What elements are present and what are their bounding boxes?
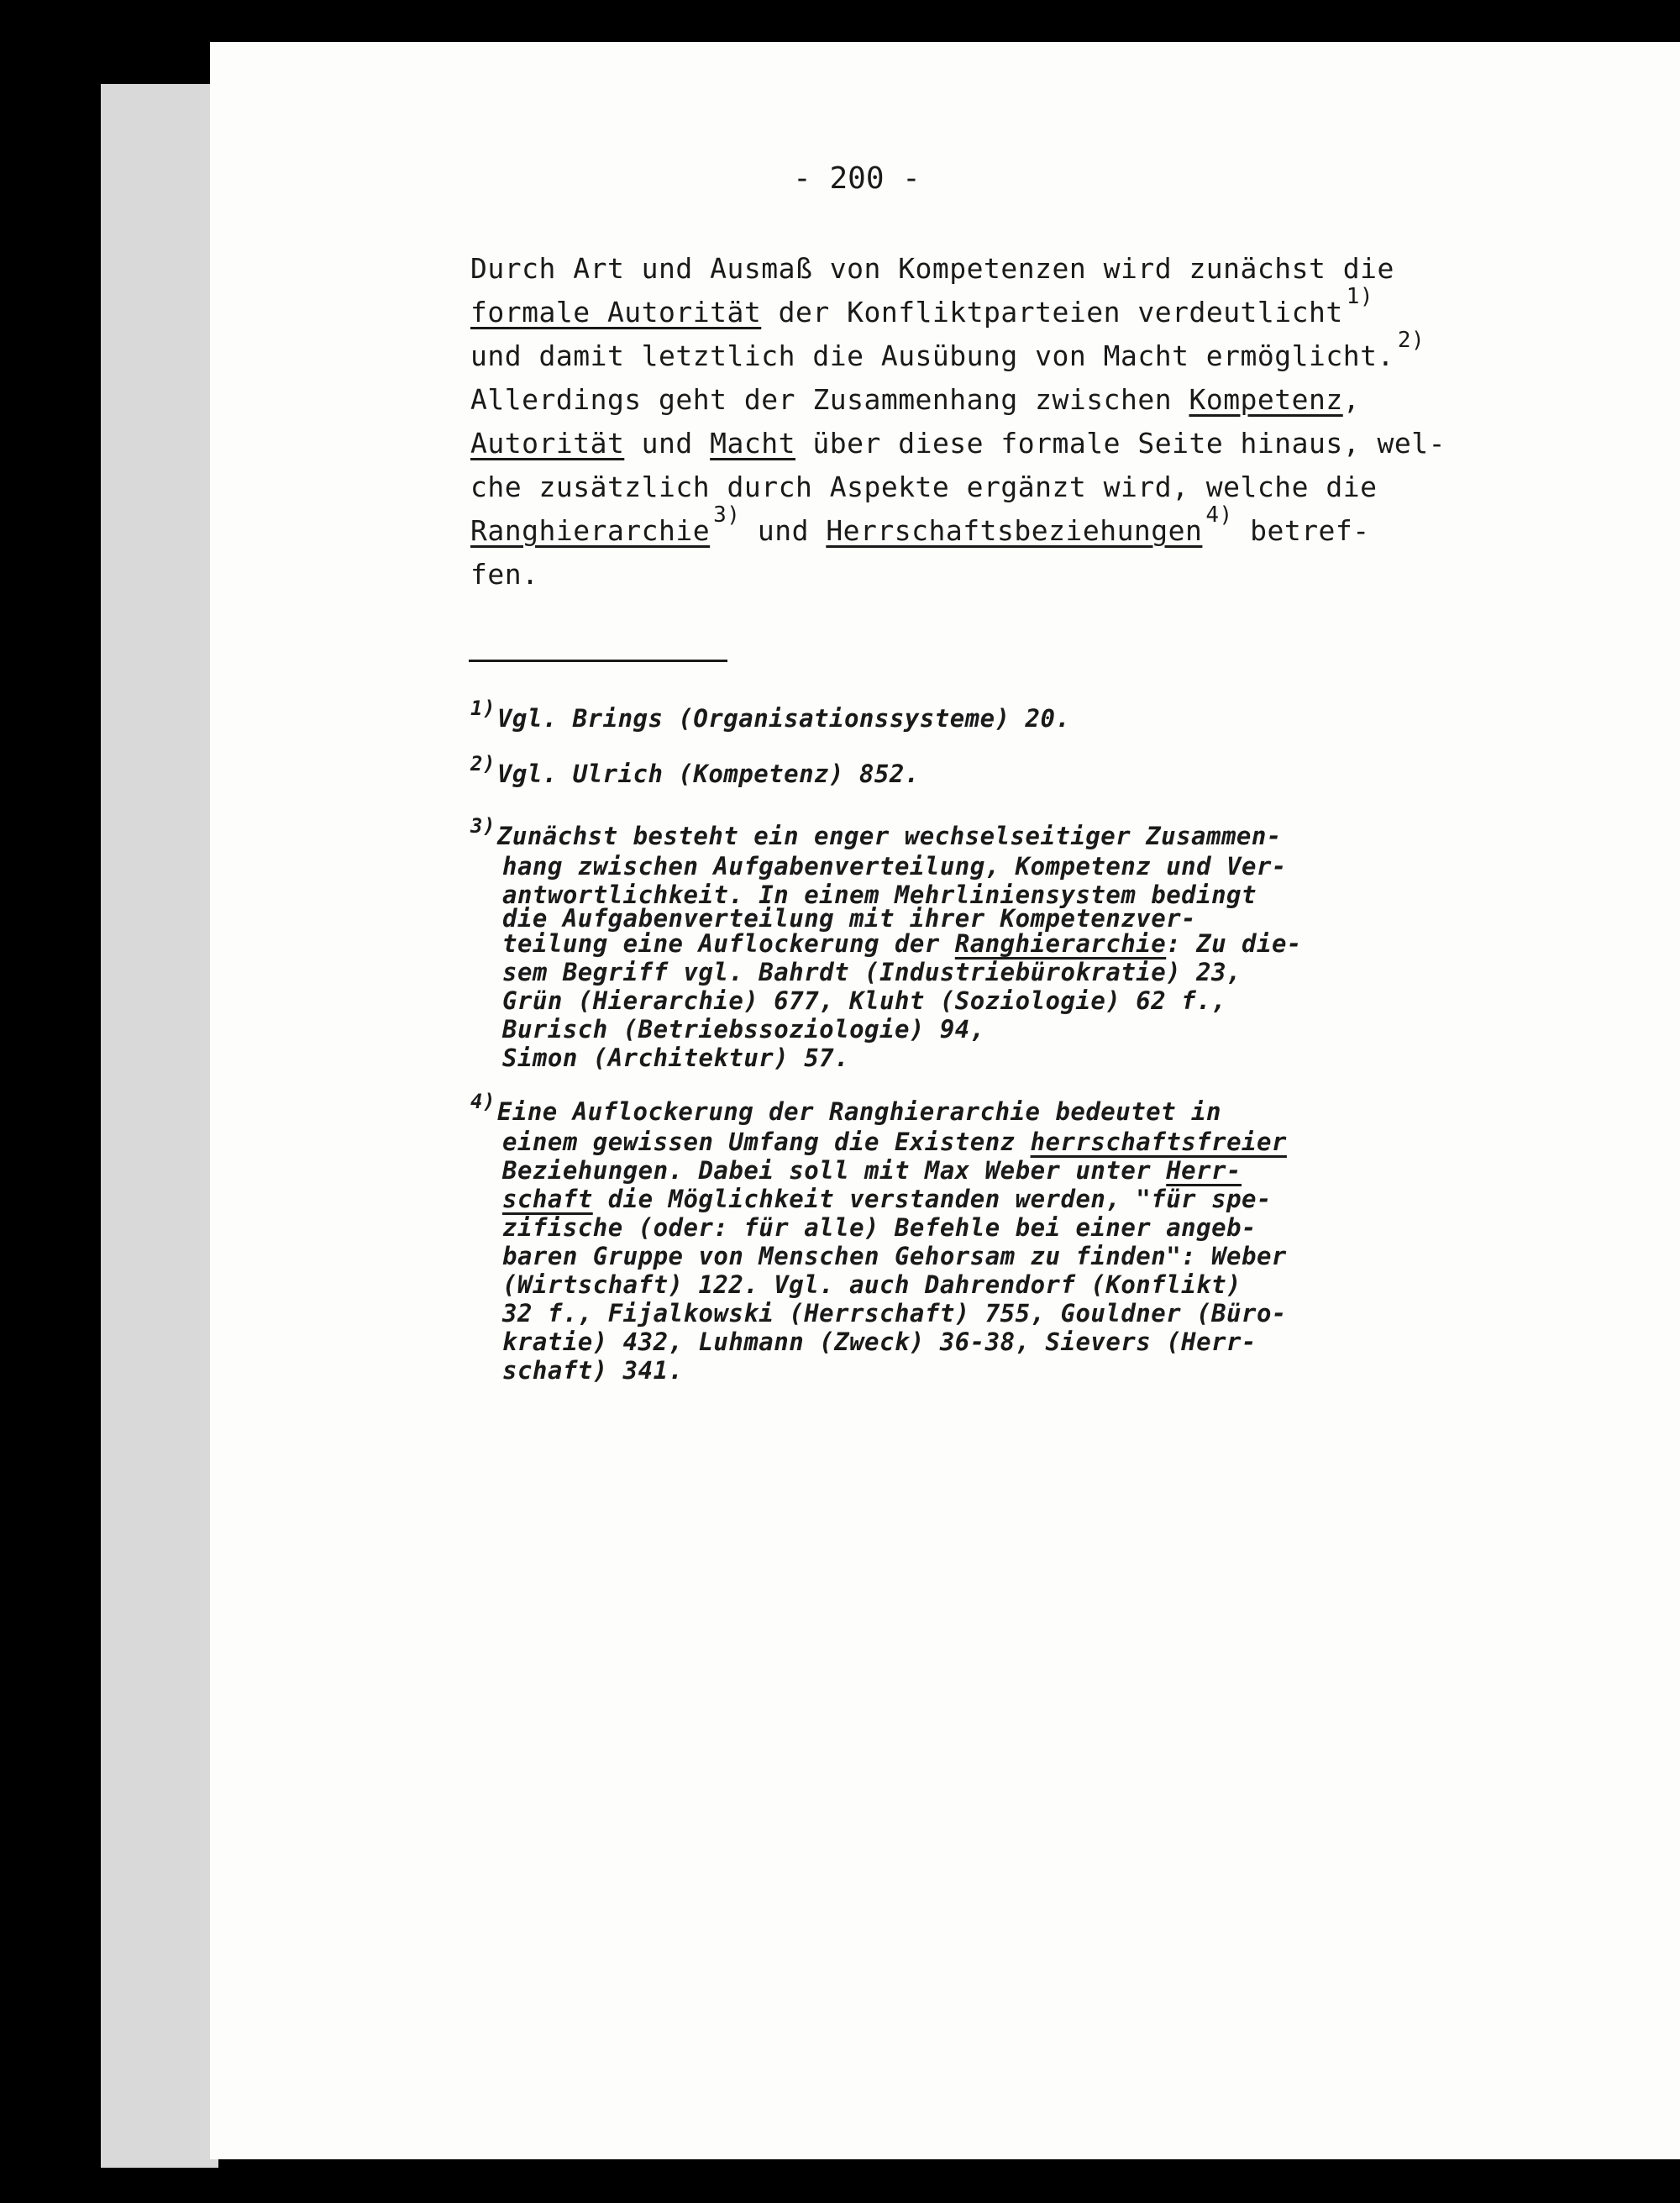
term-herrschaftsbeziehungen: Herrschaftsbeziehungen	[826, 514, 1203, 547]
footnote-2	[470, 752, 920, 788]
footnote-3-text-1: Zunächst besteht ein enger wechselseitiger Zusammen-	[496, 822, 1282, 850]
footnote-ref-4: 4)	[1205, 502, 1233, 528]
footnote-3-text-5a: teilung eine Auflockerung der	[502, 929, 955, 958]
footnote-3-line-4: die Aufgabenverteilung mit ihrer Kompetenzver-	[502, 904, 1197, 933]
footnote-1-text: Vgl. Brings (Organisationssysteme) 20.	[496, 704, 1071, 733]
footnote-4-text-3a: Beziehungen. Dabei soll mit Max Weber unter	[502, 1156, 1167, 1185]
footnote-3-line-6: sem Begriff vgl. Bahrdt (Industriebürokratie) 23,	[502, 958, 1242, 986]
footnote-4-term-herrschaftsfreier: herrschaftsfreier	[1030, 1128, 1287, 1156]
body-line-6: che zusätzlich durch Aspekte ergänzt wird, welche die	[470, 471, 1378, 503]
term-autoritaet: Autorität	[470, 427, 625, 460]
term-formale-autoritaet: formale Autorität	[470, 296, 762, 329]
footnote-3-text-5b: : Zu die-	[1166, 929, 1302, 958]
body-line-1: Durch Art und Ausmaß von Kompetenzen wird zunächst die	[470, 252, 1394, 285]
body-line-3-text: und damit letztlich die Ausübung von Macht ermöglicht.	[470, 339, 1394, 372]
footnote-3-line-9: Simon (Architektur) 57.	[502, 1044, 850, 1072]
footnote-4-marker: 4)	[470, 1090, 496, 1113]
body-line-2-text: der Konfliktparteien verdeutlicht	[761, 296, 1343, 329]
footnote-ref-3: 3)	[713, 502, 741, 528]
footnote-3-line-2: hang zwischen Aufgabenverteilung, Kompetenz und Ver-	[502, 852, 1287, 881]
body-line-7	[470, 502, 1370, 547]
footnote-3-line-7: Grün (Hierarchie) 677, Kluht (Soziologie) 62 f.,	[502, 986, 1227, 1015]
footnote-4-line-3	[502, 1156, 1242, 1185]
page-number: - 200 -	[793, 161, 921, 196]
term-kompetenz: Kompetenz	[1189, 383, 1343, 416]
body-line-4-comma: ,	[1342, 383, 1361, 416]
body-line-2	[470, 284, 1374, 329]
body-line-7-end: betref-	[1232, 514, 1370, 547]
footnote-4-text-2a: einem gewissen Umfang die Existenz	[502, 1128, 1031, 1156]
footnote-4-line-4	[502, 1185, 1272, 1213]
footnote-3-line-3: antwortlichkeit. In einem Mehrliniensystem bedingt	[502, 881, 1257, 909]
footnote-separator	[469, 660, 727, 662]
footnote-ref-2: 2)	[1397, 328, 1425, 353]
term-ranghierarchie: Ranghierarchie	[470, 514, 711, 547]
term-macht: Macht	[710, 427, 795, 460]
footnote-4-line-1	[470, 1090, 1221, 1126]
footnote-ref-1: 1)	[1346, 284, 1374, 309]
body-line-7-mid: und	[740, 514, 827, 547]
footnote-3-line-8: Burisch (Betriebssoziologie) 94,	[502, 1015, 985, 1044]
footnote-3-line-1	[470, 814, 1282, 850]
footnote-4-line-2	[502, 1128, 1287, 1156]
footnote-3-line-5	[502, 929, 1302, 958]
body-line-5-mid: und	[624, 427, 711, 460]
body-line-3	[470, 328, 1425, 372]
footnote-4-line-5: zifische (oder: für alle) Befehle bei einer angeb-	[502, 1213, 1257, 1242]
body-line-4-text: Allerdings geht der Zusammenhang zwischen	[470, 383, 1189, 416]
body-line-5-text: über diese formale Seite hinaus, wel-	[795, 427, 1446, 460]
footnote-4-text-4b: die Möglichkeit verstanden werden, "für spe-	[592, 1185, 1272, 1213]
footnote-4-text-1: Eine Auflockerung der Ranghierarchie bedeutet in	[496, 1097, 1221, 1126]
footnote-4-line-8: 32 f., Fijalkowski (Herrschaft) 755, Gouldner (Büro-	[502, 1299, 1287, 1328]
footnote-3-marker: 3)	[470, 814, 496, 838]
footnote-4-line-7: (Wirtschaft) 122. Vgl. auch Dahrendorf (Konflikt)	[502, 1270, 1242, 1299]
footnote-2-text: Vgl. Ulrich (Kompetenz) 852.	[496, 760, 920, 788]
footnote-1	[470, 697, 1071, 733]
footnote-4-line-6: baren Gruppe von Menschen Gehorsam zu finden": Weber	[502, 1242, 1287, 1270]
footnote-4-term-herr: Herr-	[1166, 1156, 1242, 1185]
page-edge-shadow	[101, 84, 218, 2168]
footnote-4-line-9: kratie) 432, Luhmann (Zweck) 36-38, Sievers (Herr-	[502, 1328, 1257, 1356]
footnote-3-term-ranghierarchie: Ranghierarchie	[954, 929, 1167, 958]
body-line-5	[470, 427, 1446, 460]
footnote-1-marker: 1)	[470, 697, 496, 720]
body-line-4	[470, 383, 1360, 416]
footnote-2-marker: 2)	[470, 752, 496, 776]
body-line-8: fen.	[470, 558, 539, 591]
footnote-4-line-10: schaft) 341.	[502, 1356, 684, 1385]
footnote-4-term-schaft: schaft	[502, 1185, 593, 1213]
